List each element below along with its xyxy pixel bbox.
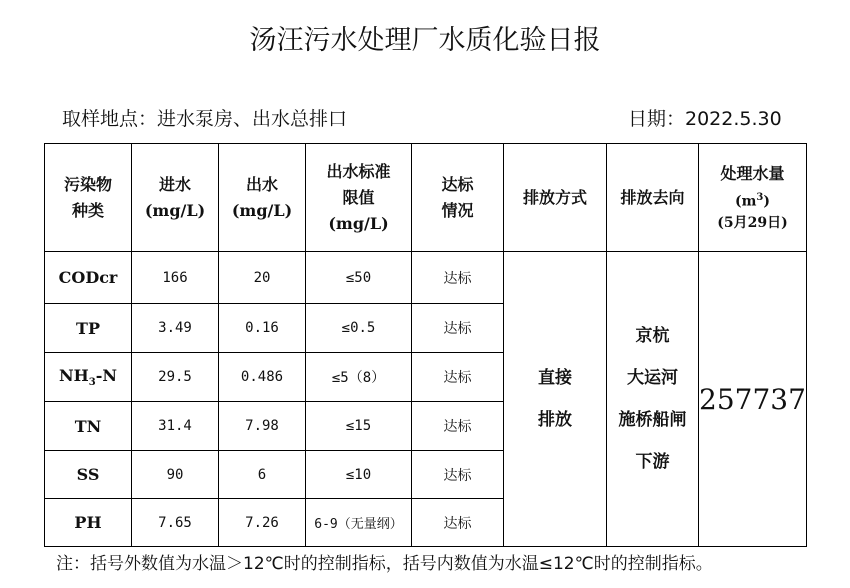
discharge-method-line2: 排放	[538, 410, 572, 430]
header-status-line1: 达标	[441, 174, 474, 194]
header-outflow-line1: 出水	[245, 174, 278, 194]
header-volume-line1: 处理水量	[720, 163, 785, 183]
header-outflow	[219, 144, 306, 252]
header-volume	[699, 144, 807, 252]
header-outflow-line2: (mg/L)	[231, 200, 293, 220]
pollutant-cell: TP	[45, 304, 132, 353]
header-standard-line2: 限值	[342, 187, 375, 207]
pollutant-cell	[45, 353, 132, 402]
table-row	[45, 252, 807, 304]
report-date: 日期：2022.5.30	[628, 108, 782, 130]
inflow-cell: 7.65	[132, 499, 219, 547]
inflow-cell: 90	[132, 451, 219, 499]
inflow-cell: 166	[132, 252, 219, 304]
standard-cell: ≤5（8）	[306, 353, 412, 402]
standard-cell: ≤50	[306, 252, 412, 304]
status-cell: 达标	[412, 304, 504, 353]
standard-cell: ≤10	[306, 451, 412, 499]
water-quality-table	[44, 143, 807, 547]
footnote: 注：括号外数值为水温＞12℃时的控制指标，括号内数值为水温≤12℃时的控制指标。	[56, 554, 713, 574]
header-pollutant-line2: 种类	[71, 200, 104, 220]
inflow-cell: 29.5	[132, 353, 219, 402]
header-standard-line1: 出水标准	[326, 161, 391, 181]
inflow-cell: 31.4	[132, 402, 219, 451]
header-discharge-method: 排放方式	[504, 144, 607, 252]
pollutant-cell: TN	[45, 402, 132, 451]
header-volume-unit-open: (m	[734, 193, 757, 210]
discharge-dest-line3: 施桥船闸	[618, 410, 687, 430]
outflow-cell: 7.26	[219, 499, 306, 547]
header-standard	[306, 144, 412, 252]
pollutant-cell: CODcr	[45, 252, 132, 304]
outflow-cell: 0.16	[219, 304, 306, 353]
header-inflow-line2: (mg/L)	[144, 200, 206, 220]
pollutant-cell: PH	[45, 499, 132, 547]
header-volume-unit-exp: 3	[756, 191, 764, 203]
discharge-dest-line4: 下游	[635, 452, 670, 472]
header-status	[412, 144, 504, 252]
header-inflow	[132, 144, 219, 252]
outflow-cell: 6	[219, 451, 306, 499]
discharge-dest-line2: 大运河	[627, 368, 678, 388]
header-standard-line3: (mg/L)	[328, 213, 389, 233]
report-title: 汤汪污水处理厂水质化验日报	[249, 25, 601, 56]
standard-cell: ≤15	[306, 402, 412, 451]
pollutant-n: -N	[95, 365, 117, 385]
outflow-cell: 7.98	[219, 402, 306, 451]
pollutant-cell: SS	[45, 451, 132, 499]
standard-cell: ≤0.5	[306, 304, 412, 353]
header-discharge-dest: 排放去向	[607, 144, 699, 252]
inflow-cell: 3.49	[132, 304, 219, 353]
discharge-dest-line1: 京杭	[635, 326, 670, 346]
header-volume-unit-close: )	[763, 193, 771, 210]
pollutant-nh: NH	[59, 365, 89, 385]
header-pollutant	[45, 144, 132, 252]
status-cell: 达标	[412, 402, 504, 451]
header-status-line2: 情况	[441, 200, 474, 220]
sampling-location: 取样地点：进水泵房、出水总排口	[62, 108, 348, 130]
pollutant-subscript: 3	[88, 377, 96, 389]
header-inflow-line1: 进水	[158, 174, 191, 194]
header-pollutant-line1: 污染物	[63, 174, 112, 194]
status-cell: 达标	[412, 252, 504, 304]
header-row	[45, 144, 807, 252]
status-cell: 达标	[412, 451, 504, 499]
discharge-method-line1: 直接	[538, 368, 572, 388]
discharge-method-cell	[504, 252, 607, 547]
header-volume-line3: (5月29日)	[717, 215, 788, 232]
discharge-dest-cell	[607, 252, 699, 547]
outflow-cell: 0.486	[219, 353, 306, 402]
treated-volume-cell: 257737	[699, 252, 807, 547]
standard-cell: 6-9（无量纲）	[306, 499, 412, 547]
outflow-cell: 20	[219, 252, 306, 304]
header-volume-line2	[699, 187, 806, 213]
status-cell: 达标	[412, 353, 504, 402]
status-cell: 达标	[412, 499, 504, 547]
